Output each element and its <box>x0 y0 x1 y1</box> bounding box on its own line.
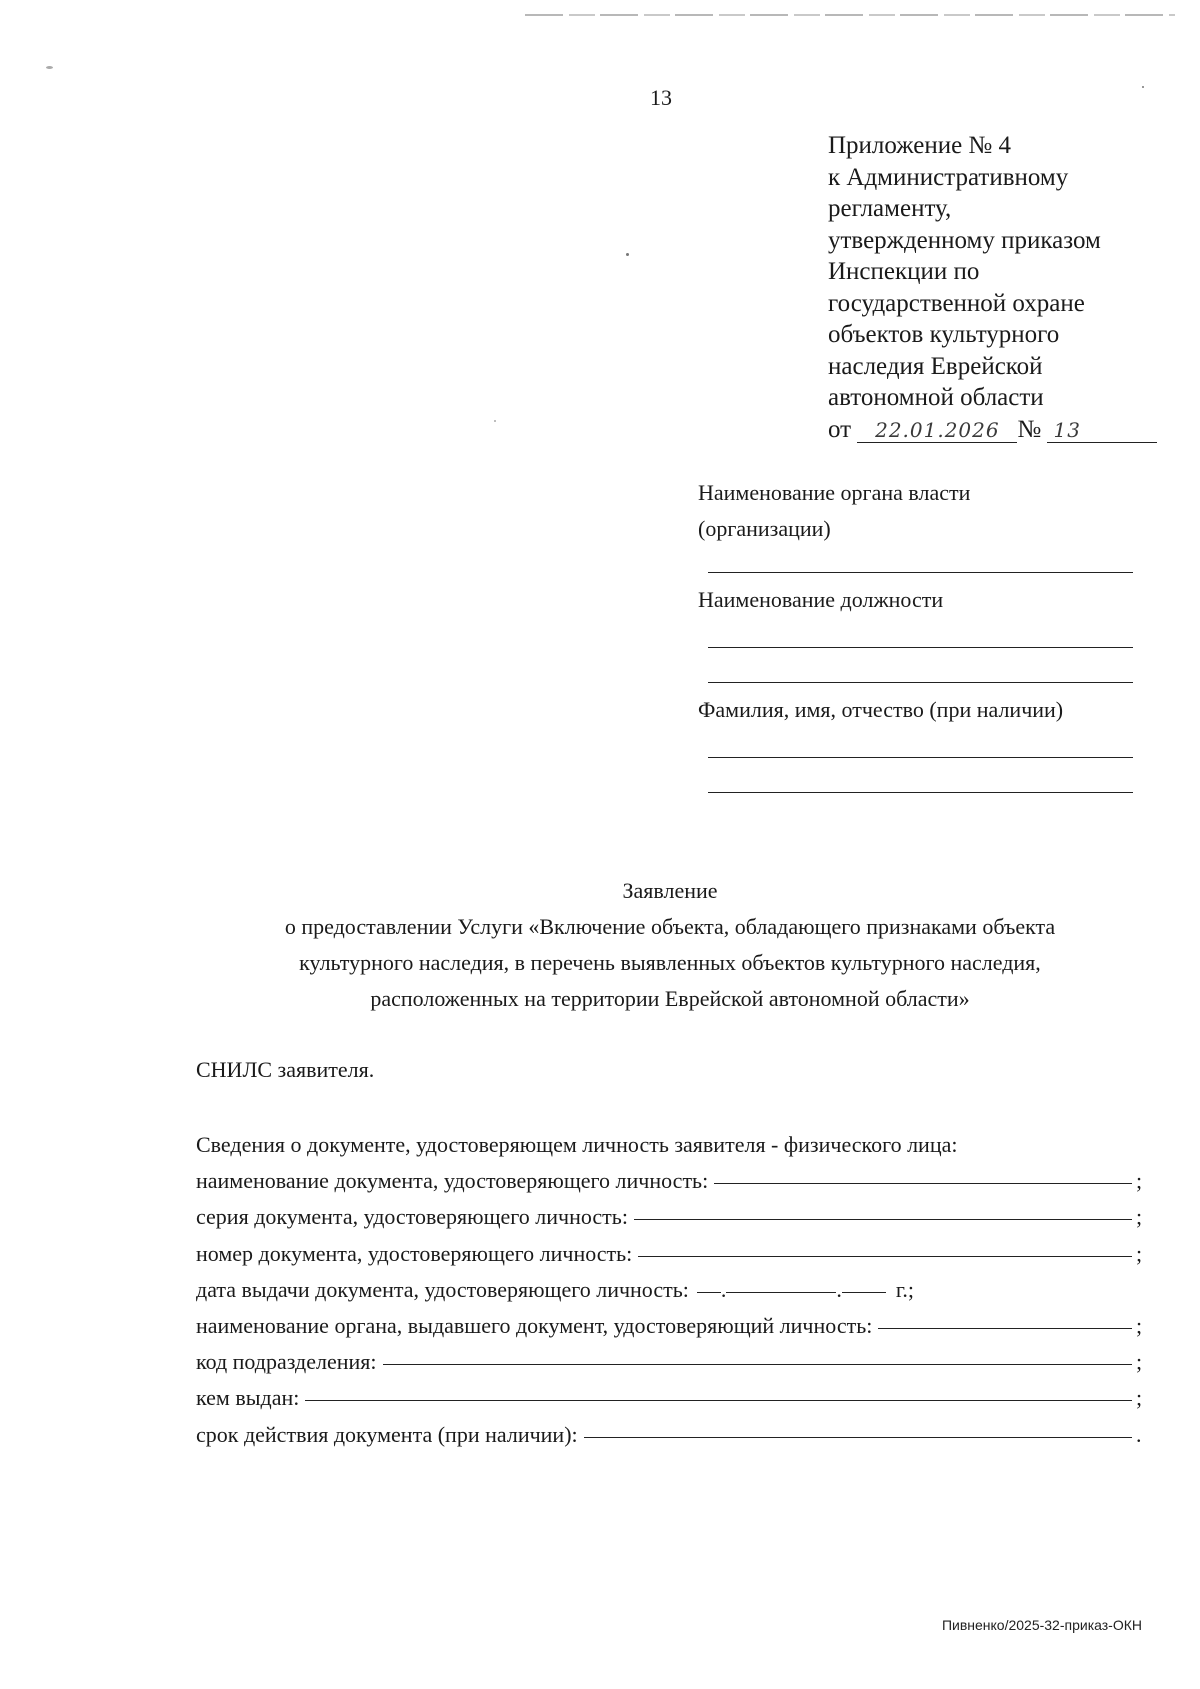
scan-speck <box>46 66 53 69</box>
statement-subtitle-line: культурного наследия, в перечень выявленных объектов культурного наследия, <box>299 950 1041 975</box>
appendix-line: Инспекции по <box>828 258 980 285</box>
addressee-block <box>698 475 1138 547</box>
appendix-line: государственной охране <box>828 289 1085 317</box>
position-block <box>698 582 1138 618</box>
date-dot: . <box>836 1276 842 1302</box>
authority-field[interactable] <box>708 572 1133 573</box>
doc-name-row <box>196 1163 1146 1199</box>
appendix-line: наследия Еврейской <box>828 352 1043 380</box>
issued-by-field[interactable] <box>305 1400 1132 1401</box>
appendix-line: автономной области <box>828 384 1044 411</box>
date-prefix: от <box>828 415 852 443</box>
identity-document-section <box>196 1127 1146 1453</box>
number-row <box>196 1236 1146 1272</box>
dept-code-field[interactable] <box>383 1364 1132 1365</box>
authority-label: Наименование органа власти <box>698 480 971 505</box>
issue-date-label: дата выдачи документа, удостоверяющего личность: <box>196 1276 689 1302</box>
identity-heading: Сведения о документе, удостоверяющем личность заявителя - физического лица: <box>196 1132 958 1157</box>
validity-label: срок действия документа (при наличии): <box>196 1421 578 1447</box>
number-label: номер документа, удостоверяющего личность: <box>196 1240 633 1266</box>
validity-row <box>196 1417 1146 1453</box>
issuer-row <box>196 1308 1146 1344</box>
issuer-field[interactable] <box>878 1328 1132 1329</box>
series-field[interactable] <box>634 1219 1132 1220</box>
appendix-line: регламенту, <box>828 195 952 222</box>
appendix-line: к Административному <box>828 163 1069 191</box>
page-number: 13 <box>650 85 672 110</box>
dept-code-row <box>196 1344 1146 1380</box>
issued-by-label: кем выдан: <box>196 1385 300 1411</box>
issued-by-row <box>196 1380 1146 1416</box>
series-row <box>196 1199 1146 1235</box>
fio-block <box>698 692 1138 728</box>
position-field[interactable] <box>708 682 1133 683</box>
authority-label-sub: (организации) <box>698 516 831 541</box>
validity-field[interactable] <box>584 1437 1132 1438</box>
footer-document-code: Пивненко/2025-32-приказ-ОКН <box>941 1617 1142 1633</box>
year-suffix: г.; <box>895 1276 915 1302</box>
date-dot: . <box>720 1276 727 1302</box>
fio-field[interactable] <box>708 757 1133 758</box>
number-field[interactable] <box>638 1256 1132 1257</box>
row-terminator: ; <box>1136 1204 1143 1230</box>
issue-day-field[interactable] <box>697 1292 721 1293</box>
issue-month-field[interactable] <box>726 1292 836 1293</box>
scan-speck <box>1142 86 1144 88</box>
identity-heading-row <box>196 1127 1146 1163</box>
appendix-line: объектов культурного <box>828 321 1060 348</box>
appendix-line: утвержденному приказом <box>828 226 1101 254</box>
appendix-line: Приложение № 4 <box>828 132 1012 159</box>
position-label: Наименование должности <box>698 587 944 612</box>
scan-speck <box>494 420 496 422</box>
doc-name-field[interactable] <box>714 1183 1132 1184</box>
handwritten-date: 22.01.2026 <box>857 418 1017 443</box>
series-label: серия документа, удостоверяющего личность: <box>196 1204 628 1230</box>
row-terminator: . <box>1136 1421 1142 1447</box>
row-terminator: ; <box>1136 1349 1143 1375</box>
row-terminator: ; <box>1136 1385 1143 1411</box>
snils-label: СНИЛС заявителя. <box>196 1057 375 1082</box>
row-terminator: ; <box>1136 1312 1143 1338</box>
appendix-date-line <box>828 414 1168 446</box>
statement-title-block <box>180 873 1160 1017</box>
dept-code-label: код подразделения: <box>196 1349 377 1375</box>
number-sign: № <box>1017 415 1042 443</box>
scan-artifact-top-edge <box>525 14 1175 16</box>
issuer-label: наименование органа, выдавшего документ, удостоверяющий личность: <box>196 1312 873 1338</box>
statement-subtitle-line: расположенных на территории Еврейской автономной области» <box>370 986 970 1011</box>
statement-subtitle-line: о предоставлении Услуги «Включение объекта, обладающего признаками объекта <box>284 914 1056 939</box>
scan-speck <box>626 253 629 256</box>
issue-year-field[interactable] <box>842 1292 886 1293</box>
position-field[interactable] <box>708 647 1133 648</box>
issue-date-row <box>196 1272 1146 1308</box>
statement-title: Заявление <box>622 878 718 903</box>
fio-label: Фамилия, имя, отчество (при наличии) <box>698 697 1064 722</box>
fio-field[interactable] <box>708 792 1133 793</box>
row-terminator: ; <box>1136 1168 1143 1194</box>
doc-name-label: наименование документа, удостоверяющего личность: <box>196 1168 709 1194</box>
row-terminator: ; <box>1136 1240 1143 1266</box>
handwritten-number: 13 <box>1047 418 1157 443</box>
appendix-header <box>828 130 1168 445</box>
